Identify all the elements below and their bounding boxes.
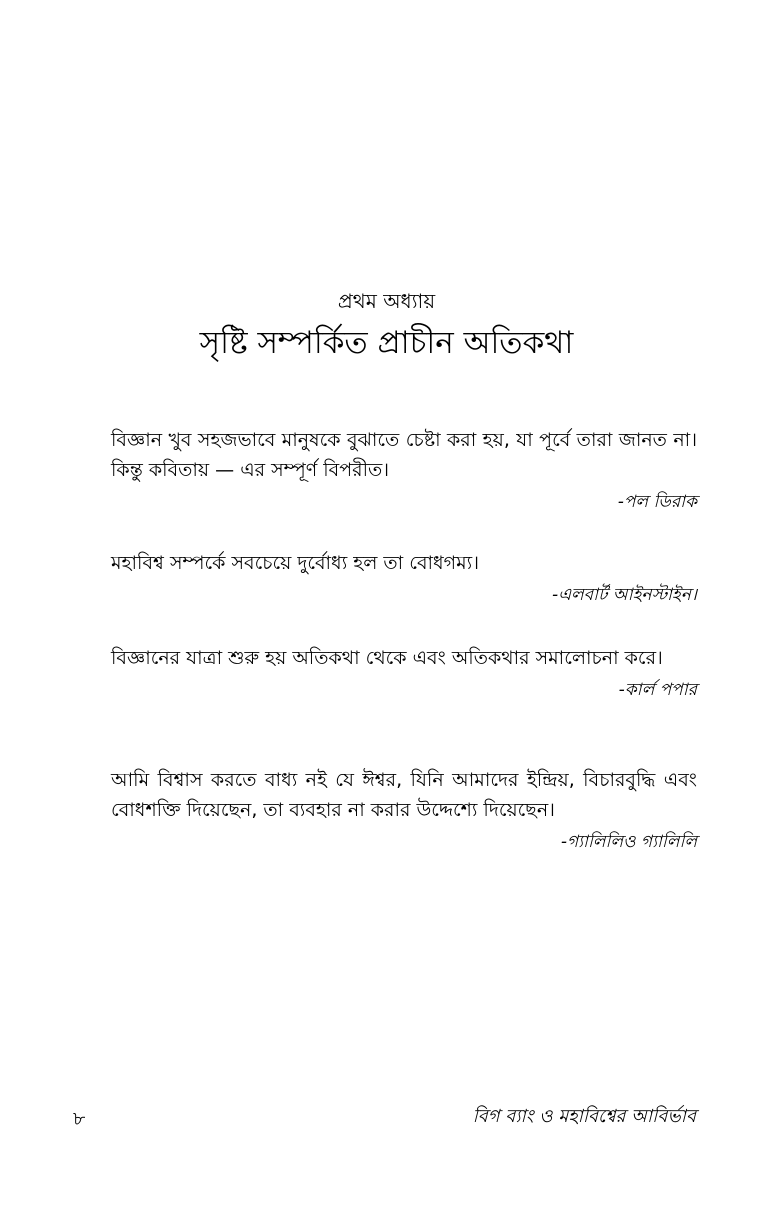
quote-text: বিজ্ঞান খুব সহজভাবে মানুষকে বুঝাতে চেষ্টা করা হয়, যা পূর্বে তারা জানত না। কিন্তু কবিতায় — এর সম্পূর্ণ বিপরীত। bbox=[111, 429, 697, 481]
running-footer-title: বিগ ব্যাং ও মহাবিশ্বের আবির্ভাব bbox=[472, 1106, 696, 1127]
quote-author: -পল ডিরাক bbox=[617, 492, 697, 512]
page-number: ৮ bbox=[73, 1108, 86, 1130]
quote-text: বিজ্ঞানের যাত্রা শুরু হয় অতিকথা থেকে এবং অতিকথার সমালোচনা করে। bbox=[111, 647, 663, 669]
quote-galileo bbox=[111, 765, 697, 855]
quote-popper bbox=[111, 643, 697, 703]
quote-text: মহাবিশ্ব সম্পর্কে সবচেয়ে দুর্বোধ্য হল তা বোধগম্য। bbox=[111, 552, 479, 574]
quote-text: আমি বিশ্বাস করতে বাধ্য নই যে ঈশ্বর, যিনি আমাদের ইন্দ্রিয়, বিচারবুদ্ধি এবং বোধশক্তি দিয়েছেন, তা ব্যবহার না করার উদ্দেশ্যে দিয়েছেন। bbox=[111, 769, 697, 821]
quote-einstein bbox=[111, 548, 697, 608]
chapter-label: প্রথম অধ্যায় bbox=[337, 289, 436, 313]
quote-author: -গ্যালিলিও গ্যালিলি bbox=[560, 832, 697, 852]
quote-author: -এলবার্ট আইনস্টাইন। bbox=[551, 585, 697, 605]
chapter-title: সৃষ্টি সম্পর্কিত প্রাচীন অতিকথা bbox=[199, 325, 574, 361]
quote-author: -কার্ল পপার bbox=[618, 680, 697, 700]
quote-dirac bbox=[111, 425, 697, 515]
